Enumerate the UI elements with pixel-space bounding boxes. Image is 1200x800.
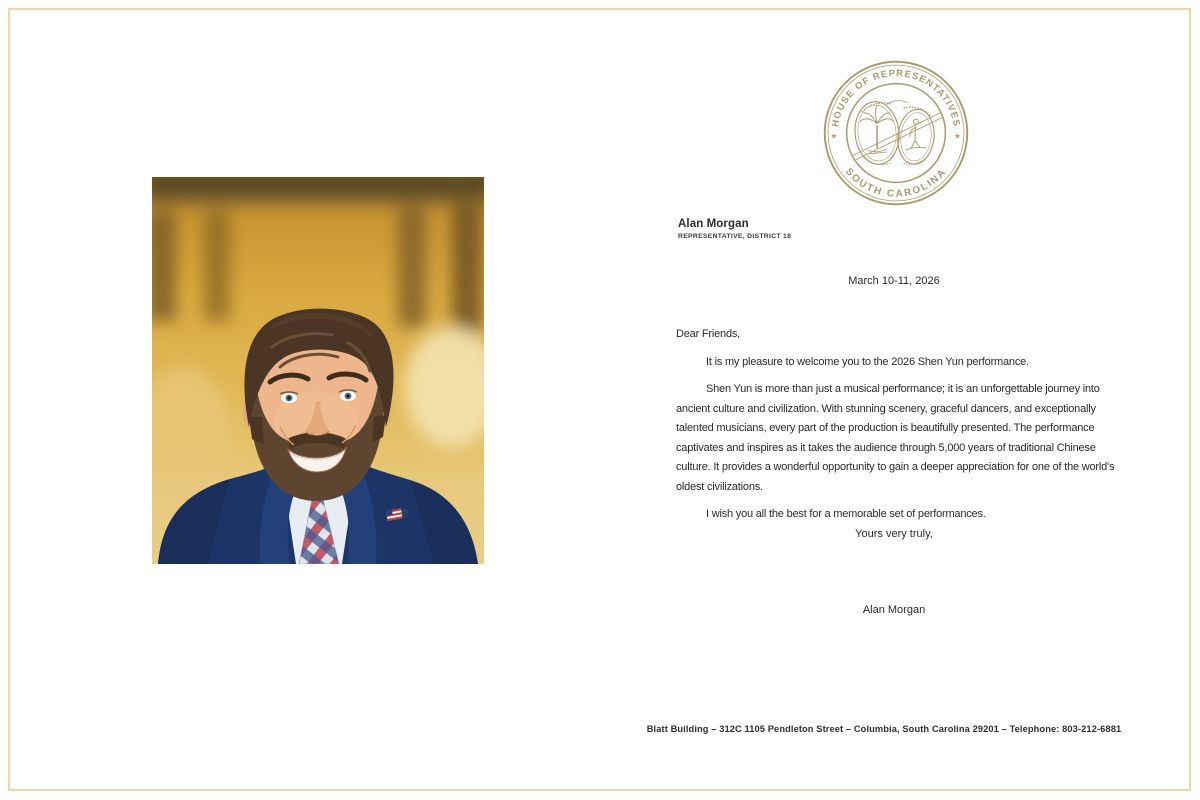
letterhead-block (678, 218, 791, 241)
footer-address: Blatt Building – 312C 1105 Pendleton Street – Columbia, South Carolina 29201 – Telephone: 803-212-6881 (646, 724, 1122, 734)
seal-arc-top-text: HOUSE OF REPRESENTATIVES (830, 68, 962, 128)
seal-arc-bottom-text: SOUTH CAROLINA (842, 166, 950, 200)
portrait-photo (152, 177, 484, 564)
paragraph: Shen Yun is more than just a musical performance; it is an unforgettable journey into ancient culture and civilization. With stunning scenery, graceful dancers, and exceptionally talented musicians, every part of the production is beautifully presented. The performance captivates and inspires as it takes the audience through 5,000 years of traditional Chinese culture. It provides a wonderful opportunity to gain a deeper appreciation for one of the world's oldest civilizations. (676, 383, 1115, 493)
star-icon: ★ (830, 131, 838, 141)
signature-name: Alan Morgan (862, 604, 926, 616)
paragraph: It is my pleasure to welcome you to the 2026 Shen Yun performance. (706, 355, 1029, 368)
salutation: Dear Friends, (676, 328, 741, 340)
letter-body (676, 325, 1131, 533)
state-seal-emblem (852, 100, 944, 167)
representative-title: REPRESENTATIVE, DISTRICT 18 (678, 233, 792, 241)
house-of-representatives-seal-icon (820, 57, 972, 209)
representative-name: Alan Morgan (678, 218, 749, 230)
paragraph: I wish you all the best for a memorable set of performances. (706, 508, 986, 520)
closing-line: Yours very truly, (855, 528, 933, 540)
star-icon: ★ (953, 131, 961, 141)
letter-date: March 10-11, 2026 (848, 275, 940, 287)
